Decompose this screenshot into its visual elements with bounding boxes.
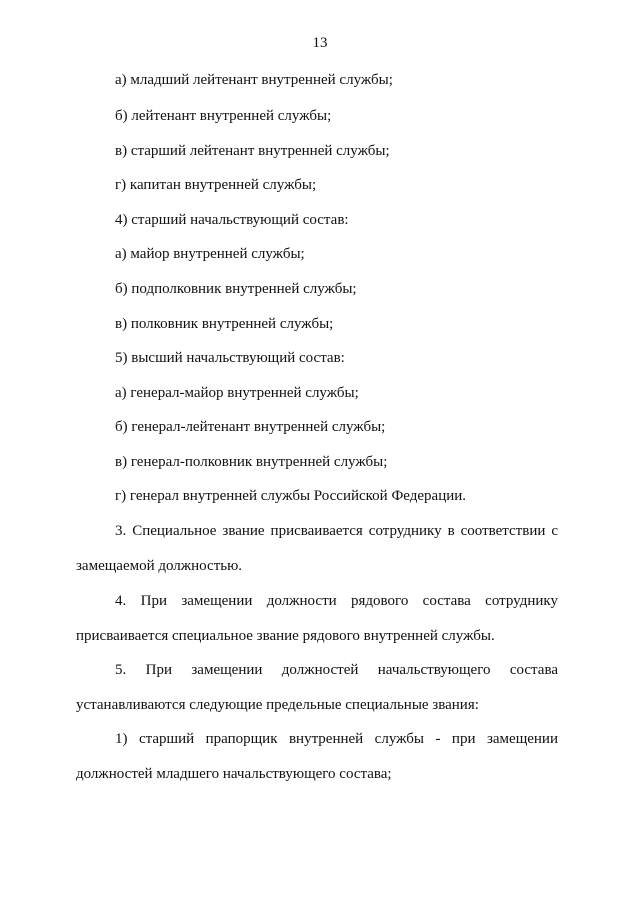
paragraph-5-1-first-line: 1) старший прапорщик внутренней службы - при замещении <box>115 731 558 747</box>
paragraph-5-continuation: устанавливаются следующие предельные специальные звания: <box>76 697 479 713</box>
list-item: а) майор внутренней службы; <box>115 246 305 262</box>
list-item: а) генерал-майор внутренней службы; <box>115 385 359 401</box>
list-item: а) младший лейтенант внутренней службы; <box>115 72 393 88</box>
list-item: в) полковник внутренней службы; <box>115 316 334 332</box>
section-heading-senior: 4) старший начальствующий состав: <box>115 212 349 228</box>
paragraph-3-first-line: 3. Специальное звание присваивается сотруднику в соответствии с <box>115 523 558 539</box>
paragraph-5-1-continuation: должностей младшего начальствующего состава; <box>76 766 392 782</box>
list-item: б) генерал-лейтенант внутренней службы; <box>115 419 386 435</box>
section-heading-highest: 5) высший начальствующий состав: <box>115 350 345 366</box>
list-item: б) подполковник внутренней службы; <box>115 281 357 297</box>
list-item: в) генерал-полковник внутренней службы; <box>115 454 388 470</box>
paragraph-4-first-line: 4. При замещении должности рядового состава сотруднику <box>115 593 558 609</box>
paragraph-3-continuation: замещаемой должностью. <box>76 558 243 574</box>
paragraph-4-continuation: присваивается специальное звание рядового внутренней службы. <box>76 628 495 644</box>
list-item: г) капитан внутренней службы; <box>115 177 317 193</box>
list-item: в) старший лейтенант внутренней службы; <box>115 143 390 159</box>
paragraph-5-first-line: 5. При замещении должностей начальствующего состава <box>115 662 558 678</box>
list-item: б) лейтенант внутренней службы; <box>115 108 332 124</box>
page-number: 13 <box>312 35 328 51</box>
list-item: г) генерал внутренней службы Российской Федерации. <box>115 488 467 504</box>
